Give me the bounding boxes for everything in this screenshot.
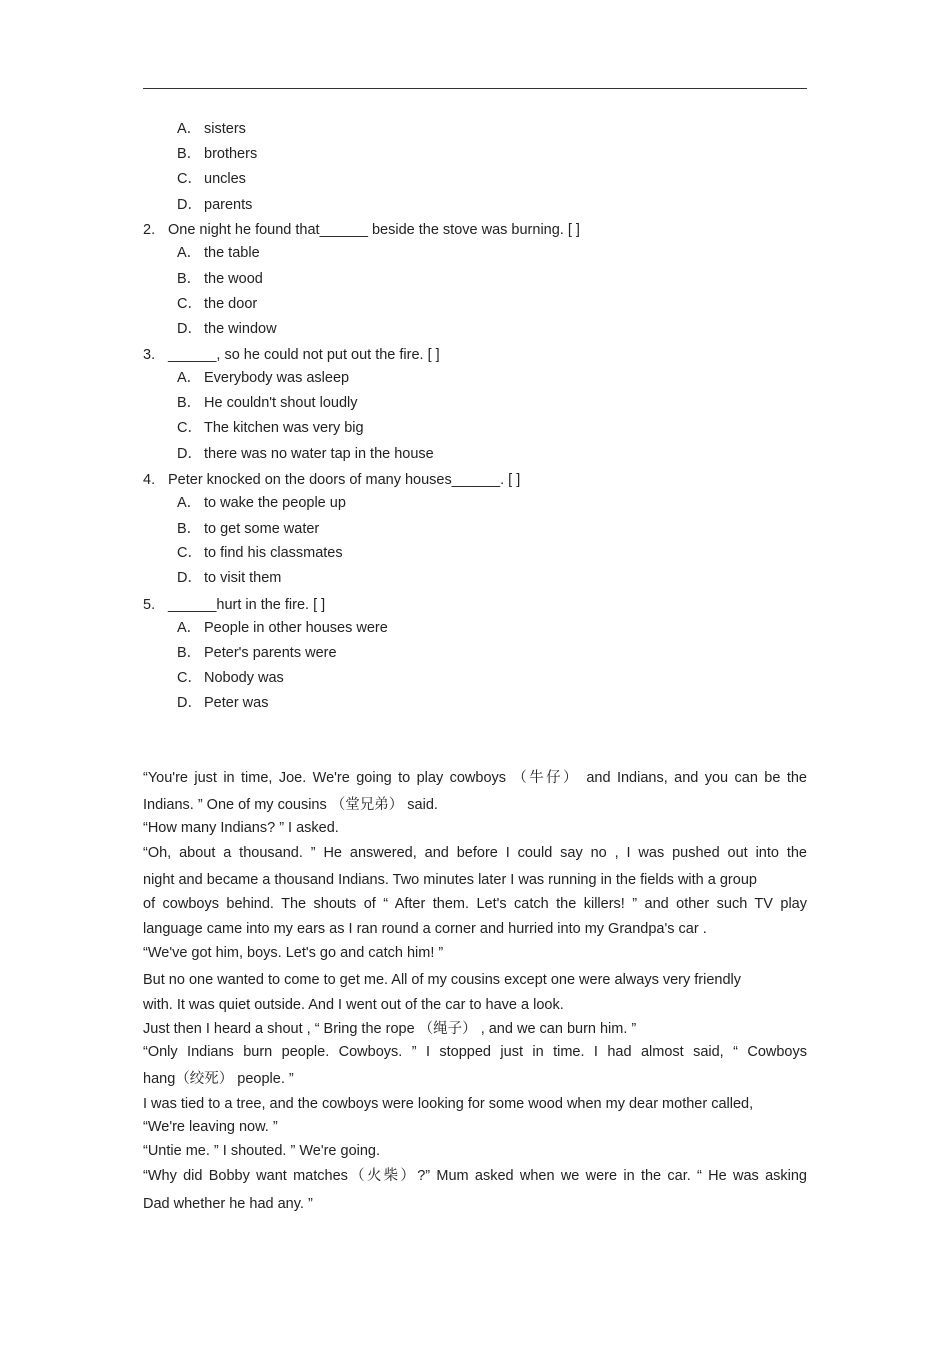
q5-option-c[interactable]: C． Nobody was (177, 670, 284, 686)
q3-option-a[interactable]: A． Everybody was asleep (177, 370, 350, 386)
passage-line: Indians. ” One of my cousins （堂兄弟） said. (143, 797, 438, 813)
question-2: 2. One night he found that______ beside the stove was burning. [ ] (143, 222, 580, 238)
passage-line: But no one wanted to come to get me. All of my cousins except one were always very friendly (143, 972, 742, 988)
passage-line: “You're just in time, Joe. We're going to play cowboys （牛仔） and Indians, and you can be the (143, 770, 807, 786)
passage-line: Dad whether he had any. ” (143, 1196, 313, 1212)
q2-option-b[interactable]: B． the wood (177, 271, 263, 287)
passage-line: night and became a thousand Indians. Two minutes later I was running in the fields with a group (143, 872, 757, 888)
q1-option-a[interactable]: A． sisters (177, 121, 246, 137)
passage-line: “Untie me. ” I shouted. ” We're going. (143, 1143, 381, 1159)
question-5: 5. ______hurt in the fire. [ ] (143, 597, 326, 613)
passage-line: of cowboys behind. The shouts of “ After them. Let's catch the killers! ” and other such TV play (143, 896, 807, 912)
q1-option-d[interactable]: D． parents (177, 197, 253, 213)
q3-option-d[interactable]: D． there was no water tap in the house (177, 446, 434, 462)
passage-line: hang（绞死） people. ” (143, 1071, 294, 1087)
passage-line: “How many Indians? ” I asked. (143, 820, 339, 836)
q4-option-b[interactable]: B． to get some water (177, 521, 320, 537)
question-3: 3. ______, so he could not put out the fire. [ ] (143, 347, 440, 363)
passage-line: “We've got him, boys. Let's go and catch him! ” (143, 945, 444, 961)
header-rule (143, 88, 807, 89)
q3-option-b[interactable]: B． He couldn't shout loudly (177, 395, 358, 411)
q2-option-a[interactable]: A． the table (177, 245, 260, 261)
q1-option-c[interactable]: C． uncles (177, 171, 246, 187)
q4-option-d[interactable]: D． to visit them (177, 570, 282, 586)
q5-option-b[interactable]: B． Peter's parents were (177, 645, 337, 661)
q3-option-c[interactable]: C． The kitchen was very big (177, 420, 364, 436)
passage-line: with. It was quiet outside. And I went out of the car to have a look. (143, 997, 564, 1013)
passage-line: Just then I heard a shout , “ Bring the rope （绳子） , and we can burn him. ” (143, 1021, 637, 1037)
passage-line: I was tied to a tree, and the cowboys were looking for some wood when my dear mother called, (143, 1096, 754, 1112)
passage-line: language came into my ears as I ran round a corner and hurried into my Grandpa's car . (143, 921, 707, 937)
q2-option-d[interactable]: D． the window (177, 321, 277, 337)
q4-option-c[interactable]: C． to find his classmates (177, 545, 343, 561)
q5-option-a[interactable]: A． People in other houses were (177, 620, 388, 636)
passage-line: “We're leaving now. ” (143, 1119, 278, 1135)
q5-option-d[interactable]: D． Peter was (177, 695, 269, 711)
q1-option-b[interactable]: B． brothers (177, 146, 258, 162)
q2-option-c[interactable]: C． the door (177, 296, 258, 312)
passage-line: “Why did Bobby want matches（火柴）?” Mum asked when we were in the car. “ He was asking (143, 1168, 807, 1184)
passage-line: “Only Indians burn people. Cowboys. ” I stopped just in time. I had almost said, “ Cowboys (143, 1044, 807, 1060)
q4-option-a[interactable]: A． to wake the people up (177, 495, 346, 511)
question-4: 4. Peter knocked on the doors of many houses______. [ ] (143, 472, 521, 488)
passage-line: “Oh, about a thousand. ” He answered, and before I could say no , I was pushed out into the (143, 845, 807, 861)
